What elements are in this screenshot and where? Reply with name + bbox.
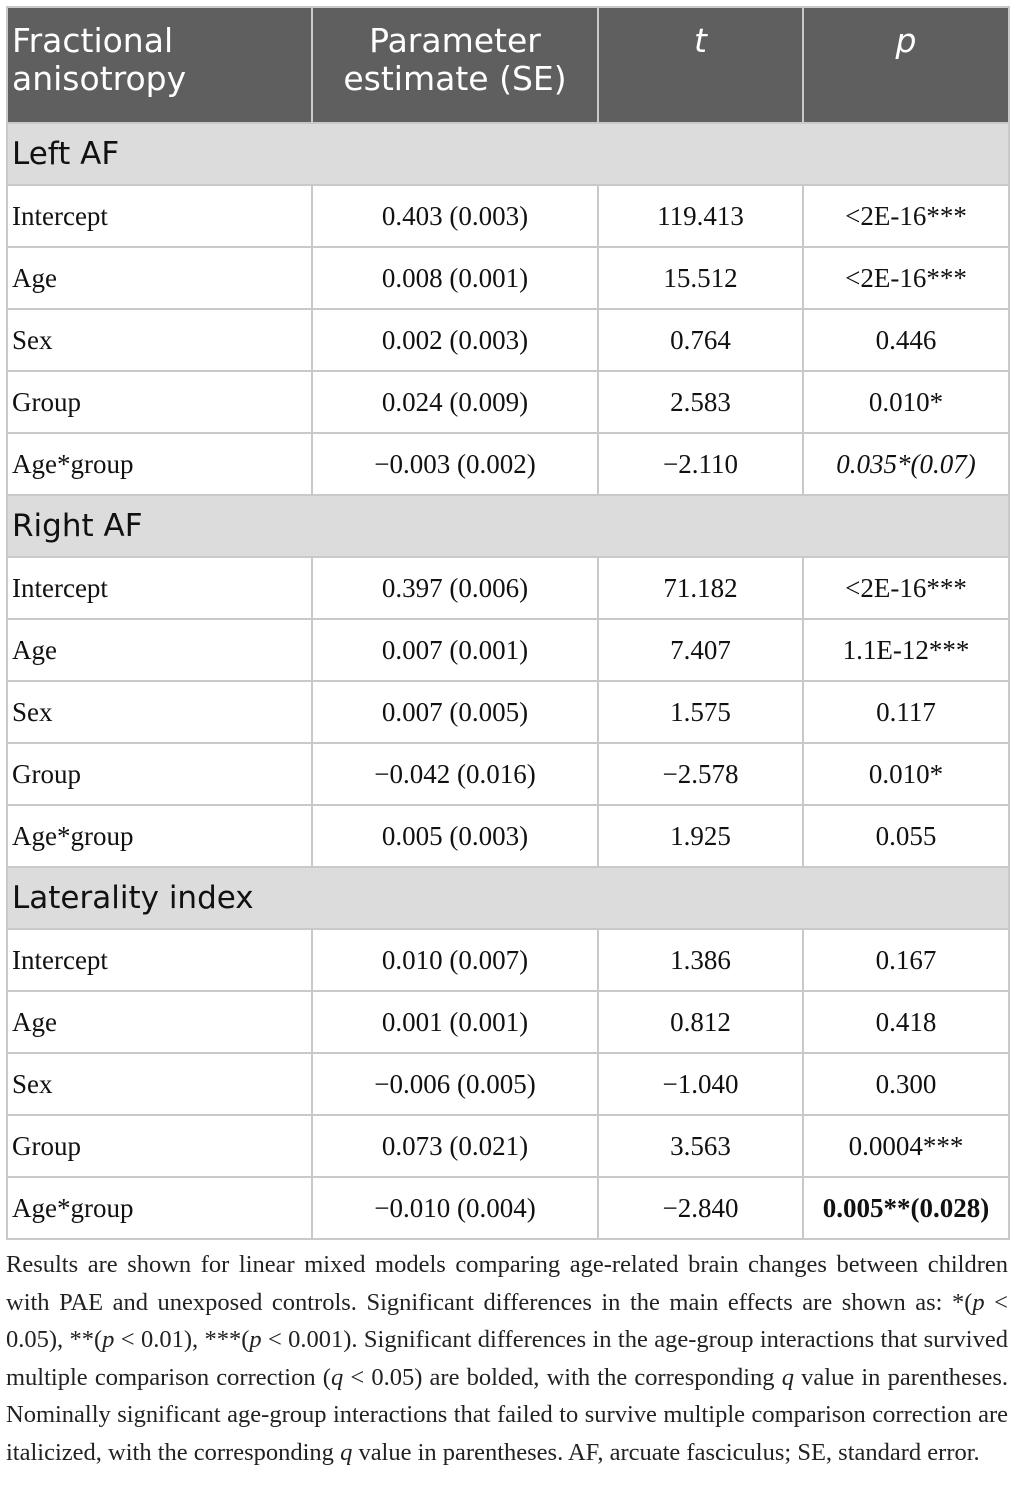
t-value-cell: 7.407 [598,619,803,681]
row-label-cell: Sex [7,309,312,371]
table-row [7,433,1009,495]
section-title: Left AF [7,123,1009,185]
parameter-estimate-cell: −0.042 (0.016) [312,743,598,805]
p-value-cell: <2E-16*** [803,247,1009,309]
row-label-cell: Age [7,619,312,681]
p-value-cell: 0.010* [803,743,1009,805]
parameter-estimate-cell: 0.403 (0.003) [312,185,598,247]
row-label-cell: Sex [7,1053,312,1115]
parameter-estimate-cell: −0.010 (0.004) [312,1177,598,1239]
parameter-estimate-cell: 0.001 (0.001) [312,991,598,1053]
parameter-estimate-cell: 0.073 (0.021) [312,1115,598,1177]
t-value-cell: 1.575 [598,681,803,743]
row-label-cell: Intercept [7,557,312,619]
p-value-cell: 0.055 [803,805,1009,867]
table-footnote: Results are shown for linear mixed models comparing age-related brain changes between children with PAE and unexposed controls. Significant differences in the main effects are shown as: *(p < 0.05), **(p < 0.01), ***(p < 0.001). Significant differences in the age-group interactions that survived multiple comparison correction (q < 0.05) are bolded, with the corresponding q value in parentheses. Nominally significant age-group interactions that failed to survive multiple comparison correction are italicized, with the corresponding q value in parentheses. AF, arcuate fasciculus; SE, standard error. [6,1251,1009,1466]
t-value-cell: 0.764 [598,309,803,371]
table-row [7,557,1009,619]
table-header-row [7,7,1009,123]
table-body [7,123,1009,1239]
p-value-cell: 0.117 [803,681,1009,743]
table-row [7,681,1009,743]
parameter-estimate-cell: 0.397 (0.006) [312,557,598,619]
t-value-cell: 1.925 [598,805,803,867]
table-row [7,991,1009,1053]
row-label-cell: Age*group [7,805,312,867]
table-row [7,805,1009,867]
t-value-cell: −1.040 [598,1053,803,1115]
parameter-estimate-cell: 0.005 (0.003) [312,805,598,867]
parameter-estimate-cell: 0.007 (0.001) [312,619,598,681]
p-value-cell: 1.1E-12*** [803,619,1009,681]
t-value-cell: −2.110 [598,433,803,495]
p-value-cell: 0.300 [803,1053,1009,1115]
table-row [7,247,1009,309]
p-value-cell: 0.167 [803,929,1009,991]
results-table [6,6,1010,1240]
row-label-cell: Age*group [7,1177,312,1239]
table-row [7,1053,1009,1115]
header-p: p [803,7,1009,123]
parameter-estimate-cell: 0.010 (0.007) [312,929,598,991]
table-row [7,743,1009,805]
row-label-cell: Sex [7,681,312,743]
row-label-cell: Age*group [7,433,312,495]
section-title: Right AF [7,495,1009,557]
parameter-estimate-cell: −0.006 (0.005) [312,1053,598,1115]
table-row [7,1115,1009,1177]
table-row [7,309,1009,371]
t-value-cell: −2.840 [598,1177,803,1239]
t-value-cell: 1.386 [598,929,803,991]
row-label-cell: Group [7,371,312,433]
parameter-estimate-cell: 0.008 (0.001) [312,247,598,309]
p-value-cell: 0.0004*** [803,1115,1009,1177]
row-label-cell: Intercept [7,185,312,247]
section-title: Laterality index [7,867,1009,929]
p-value-cell: 0.010* [803,371,1009,433]
t-value-cell: 0.812 [598,991,803,1053]
t-value-cell: 15.512 [598,247,803,309]
parameter-estimate-cell: 0.002 (0.003) [312,309,598,371]
row-label-cell: Group [7,743,312,805]
p-value-cell: 0.035*(0.07) [803,433,1009,495]
row-label-cell: Intercept [7,929,312,991]
section-header-row [7,123,1009,185]
header-parameter-estimate: Parameter estimate (SE) [312,7,598,123]
p-value-cell: <2E-16*** [803,185,1009,247]
t-value-cell: −2.578 [598,743,803,805]
row-label-cell: Age [7,991,312,1053]
t-value-cell: 3.563 [598,1115,803,1177]
section-header-row [7,867,1009,929]
parameter-estimate-cell: 0.024 (0.009) [312,371,598,433]
table-row [7,619,1009,681]
results-table-container [6,6,1008,1240]
t-value-cell: 71.182 [598,557,803,619]
t-value-cell: 119.413 [598,185,803,247]
table-row [7,371,1009,433]
row-label-cell: Group [7,1115,312,1177]
t-value-cell: 2.583 [598,371,803,433]
p-value-cell: <2E-16*** [803,557,1009,619]
header-fractional-anisotropy: Fractional anisotropy [7,7,312,123]
p-value-cell: 0.005**(0.028) [803,1177,1009,1239]
parameter-estimate-cell: 0.007 (0.005) [312,681,598,743]
table-row [7,929,1009,991]
parameter-estimate-cell: −0.003 (0.002) [312,433,598,495]
row-label-cell: Age [7,247,312,309]
p-value-cell: 0.418 [803,991,1009,1053]
section-header-row [7,495,1009,557]
p-value-cell: 0.446 [803,309,1009,371]
table-row [7,185,1009,247]
table-row [7,1177,1009,1239]
header-t: t [598,7,803,123]
